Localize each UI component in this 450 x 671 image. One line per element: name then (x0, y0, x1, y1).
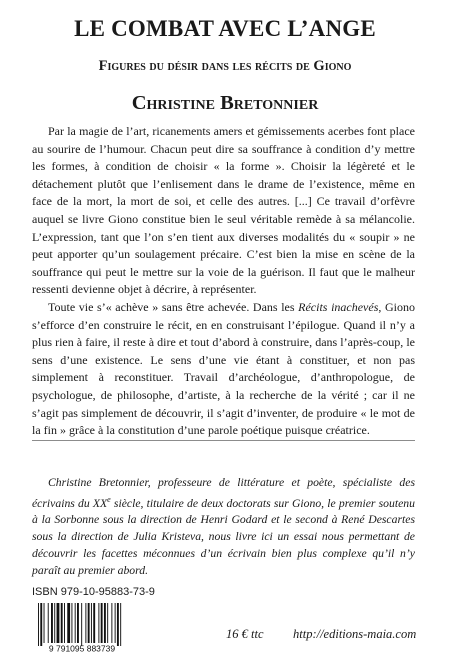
barcode-bar (98, 603, 99, 643)
barcode-bar (101, 603, 103, 643)
barcode-bar (67, 603, 70, 643)
barcode-bar (44, 603, 45, 643)
section-divider (32, 440, 415, 441)
barcode-bar (51, 603, 53, 643)
barcode-bar (75, 603, 76, 643)
barcode-digits: 9 791095 883739 (48, 643, 116, 653)
barcode-bar (111, 603, 112, 643)
barcode-bar (107, 603, 108, 643)
author-bio (32, 475, 415, 580)
barcode-bar (93, 603, 95, 643)
price-label: 16 € ttc (226, 627, 264, 641)
work-title-recits-inacheves: Récits inachevés (298, 300, 379, 314)
blurb-paragraph-2-text-b: , Giono s’efforce d’en construire le récit, en en construisant l’épilogue. Quand il n’y a plus rien à faire, il reste à dire et tout d’abord à construire, dans l’après-coup, le sens d’une existence. Le sens d’une vie étant à constituer, et non pas simplement à reconstituer. Travail d’archéologue, d’anthropologue, de psychologue, de philosophe, d’artiste, à la recherche de la vérité ; car il ne s’agit pas simplement de découvrir, il s’agit d’inventer, de produire « le mot de la fin » grâce à la constitution d’une parole poétique puisque créatrice. (32, 300, 415, 438)
barcode-bar (77, 603, 79, 643)
barcode-bar (48, 603, 49, 643)
barcode-bar (38, 603, 39, 646)
blurb-paragraph-1: Par la magie de l’art, ricanements amers et gémissements acerbes font place au sourire de l’humour. Chacun peut dire sa souffrance à condition d’y mettre les formes, à condition de choisir « la forme ». Choisir la légèreté et le détachement plutôt que l’enlisement dans le drame de l’existence, même en face de la mort, la mort de soi, et celle des autres. [...] Ce travail d’orfèvre auquel se livre Giono constitue bien le seul véritable remède à sa mélancolie. L’expression, tant que l’on s’en tient aux diverses modalités du « soupir » ne peut apporter qu’un soulagement précaire. C’est bien la mise en scène de la souffrance qui peut le mettre sur la voie de la guérison. Il faut que le malheur ressenti devienne objet à décrire, à représenter. (32, 124, 415, 297)
barcode-bar (81, 603, 82, 646)
barcode-bar (120, 603, 121, 646)
author-name: Christine Bretonnier (131, 92, 319, 114)
publisher-website: http://editions-maia.com (293, 627, 417, 641)
barcode-bar (91, 603, 92, 643)
barcode-bar (61, 603, 63, 643)
blurb-paragraph-2 (32, 299, 415, 440)
barcode-bar (54, 603, 55, 643)
book-title: LE COMBAT AVEC L’ANGE (74, 16, 376, 41)
barcode-bar (117, 603, 119, 646)
author-bio-text-b: siècle, titulaire de deux doctorats sur Giono, le premier soutenu à la Sorbonne sous la direction de Henri Godard et le second à René Descartes sous la direction de Julia Kristeva, nous livre ici un essai nous permettant de découvrir les facettes méconnues d’un écrivain bien plus complexe qu’il n’y paraît au premier abord. (32, 496, 415, 577)
blurb-paragraph-2-text-a: Toute vie s’« achève » sans être achevée. Dans les (48, 300, 299, 314)
barcode-bar (40, 603, 42, 646)
barcode-bar (71, 603, 72, 643)
barcode-bar (85, 603, 86, 643)
isbn-barcode (32, 603, 132, 653)
isbn-label: ISBN 979-10-95883-73-9 (32, 586, 155, 598)
book-subtitle: Figures du désir dans les récits de Giono (98, 58, 352, 74)
barcode-bar (104, 603, 106, 643)
author-bio-text-a: Christine Bretonnier, professeure de littérature et poète, spécialiste des écrivains du XX (32, 476, 415, 510)
barcode-bar (88, 603, 90, 643)
century-superscript: e (107, 494, 111, 504)
barcode-bar (57, 603, 60, 643)
barcode-bar (115, 603, 116, 643)
barcode-bar (64, 603, 65, 643)
